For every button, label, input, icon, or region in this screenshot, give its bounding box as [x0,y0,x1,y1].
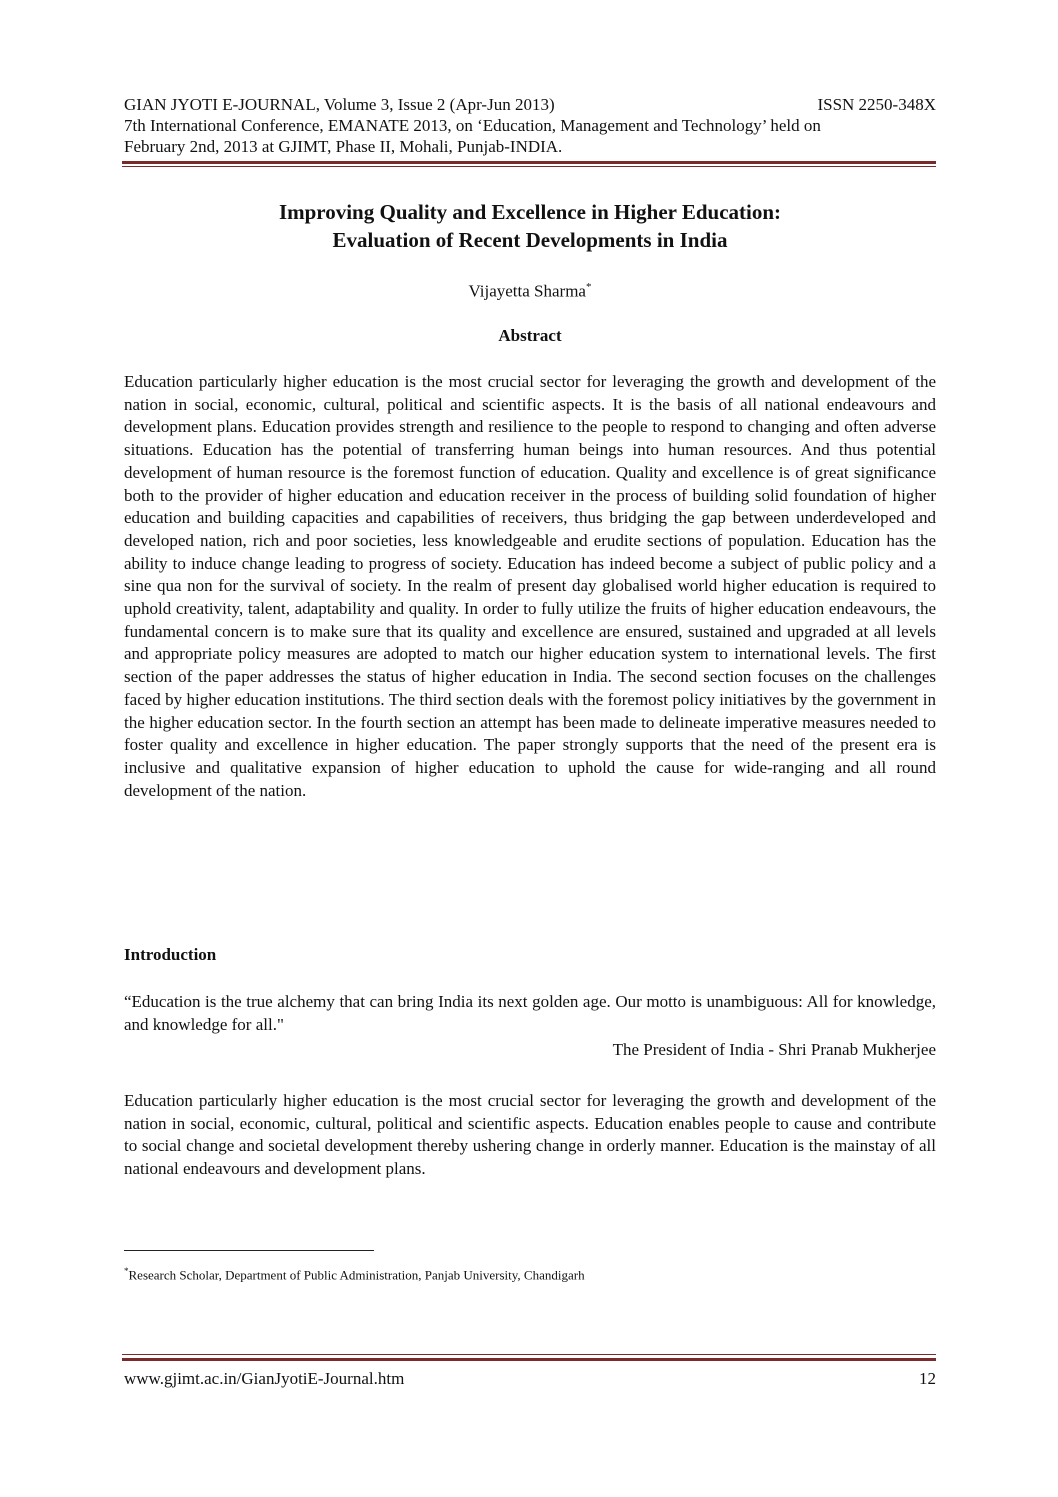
running-header [124,94,936,157]
footnote-text: Research Scholar, Department of Public Administration, Panjab University, Chandigarh [128,1267,585,1283]
title-line-2: Evaluation of Recent Developments in India [332,228,728,252]
introduction-quote: “Education is the true alchemy that can bring India its next golden age. Our motto is unambiguous: All for knowledge, and knowledge for all." [124,992,936,1034]
quote-attribution: The President of India - Shri Pranab Mukherjee [612,1040,936,1059]
title-line-1: Improving Quality and Excellence in Higher Education: [278,200,782,224]
footnote [124,1266,585,1283]
running-footer [124,1369,936,1389]
header-rule-thin [122,166,936,167]
abstract-text: Education particularly higher education is the most crucial sector for leveraging the growth and development of the nation in social, economic, cultural, political and scientific aspects. It is the basis of all national endeavours and development plans. Education provides strength and resilience to the people to respond to changing and often adverse situations. Education has the potential of transferring human beings into human resources. And thus potential development of human resource is the foremost function of education. Quality and excellence is of great significance both to the provider of higher education and education receiver in the process of building solid foundation of higher education and building capacities and capabilities of receivers, thus bridging the gap between underdeveloped and developed nation, rich and poor societies, less knowledgeable and erudite sections of population. Education has the ability to induce change leading to progress of society. Education has indeed become a subject of public policy and a sine qua non for the survival of society. In the realm of present day globalised world higher education is required to uphold creativity, talent, adaptability and quality. In order to fully utilize the fruits of higher education endeavours, the fundamental concern is to make sure that its quality and excellence are ensured, sustained and upgraded at all levels and appropriate policy measures are adopted to match our higher education system to international levels. The first section of the paper addresses the status of higher education in India. The second section focuses on the challenges faced by higher education institutions. The third section deals with the foremost policy initiatives by the government in the higher education sector. In the fourth section an attempt has been made to delineate imperative measures needed to foster quality and excellence in higher education. The paper strongly supports that the need of the present era is inclusive and qualitative expansion of higher education to uphold the cause for wide-ranging and all round development of the nation. [124,372,936,800]
journal-url[interactable]: www.gjimt.ac.in/GianJyotiE-Journal.htm [124,1369,405,1388]
footnote-rule [124,1250,374,1251]
paper-title [124,198,936,254]
abstract-heading: Abstract [498,326,562,345]
author [124,281,936,302]
journal-name: GIAN JYOTI E-JOURNAL, Volume 3, Issue 2 (Apr-Jun 2013) [124,95,555,114]
introduction-heading: Introduction [124,945,217,964]
issn: ISSN 2250-348X [817,95,936,114]
header-top-row [124,94,936,115]
footnote-mark: * [124,1266,129,1276]
author-footnote-mark: * [585,281,592,293]
conference-line-2: February 2nd, 2013 at GJIMT, Phase II, Mohali, Punjab-INDIA. [124,137,563,156]
footer-rule-thick [122,1358,936,1361]
conference-line-1: 7th International Conference, EMANATE 2013, on ‘Education, Management and Technology’ held on [124,116,821,135]
introduction-paragraph: Education particularly higher education is the most crucial sector for leveraging the growth and development of the nation in social, economic, cultural, political and scientific aspects. Education enables people to cause and contribute to social change and societal development thereby ushering change in orderly manner. Education is the mainstay of all national endeavours and development plans. [124,1091,936,1179]
header-rule-thick [122,161,936,164]
page-number: 12 [919,1369,936,1388]
footer-rule-thin [122,1354,936,1355]
author-name: Vijayetta Sharma [468,281,586,301]
